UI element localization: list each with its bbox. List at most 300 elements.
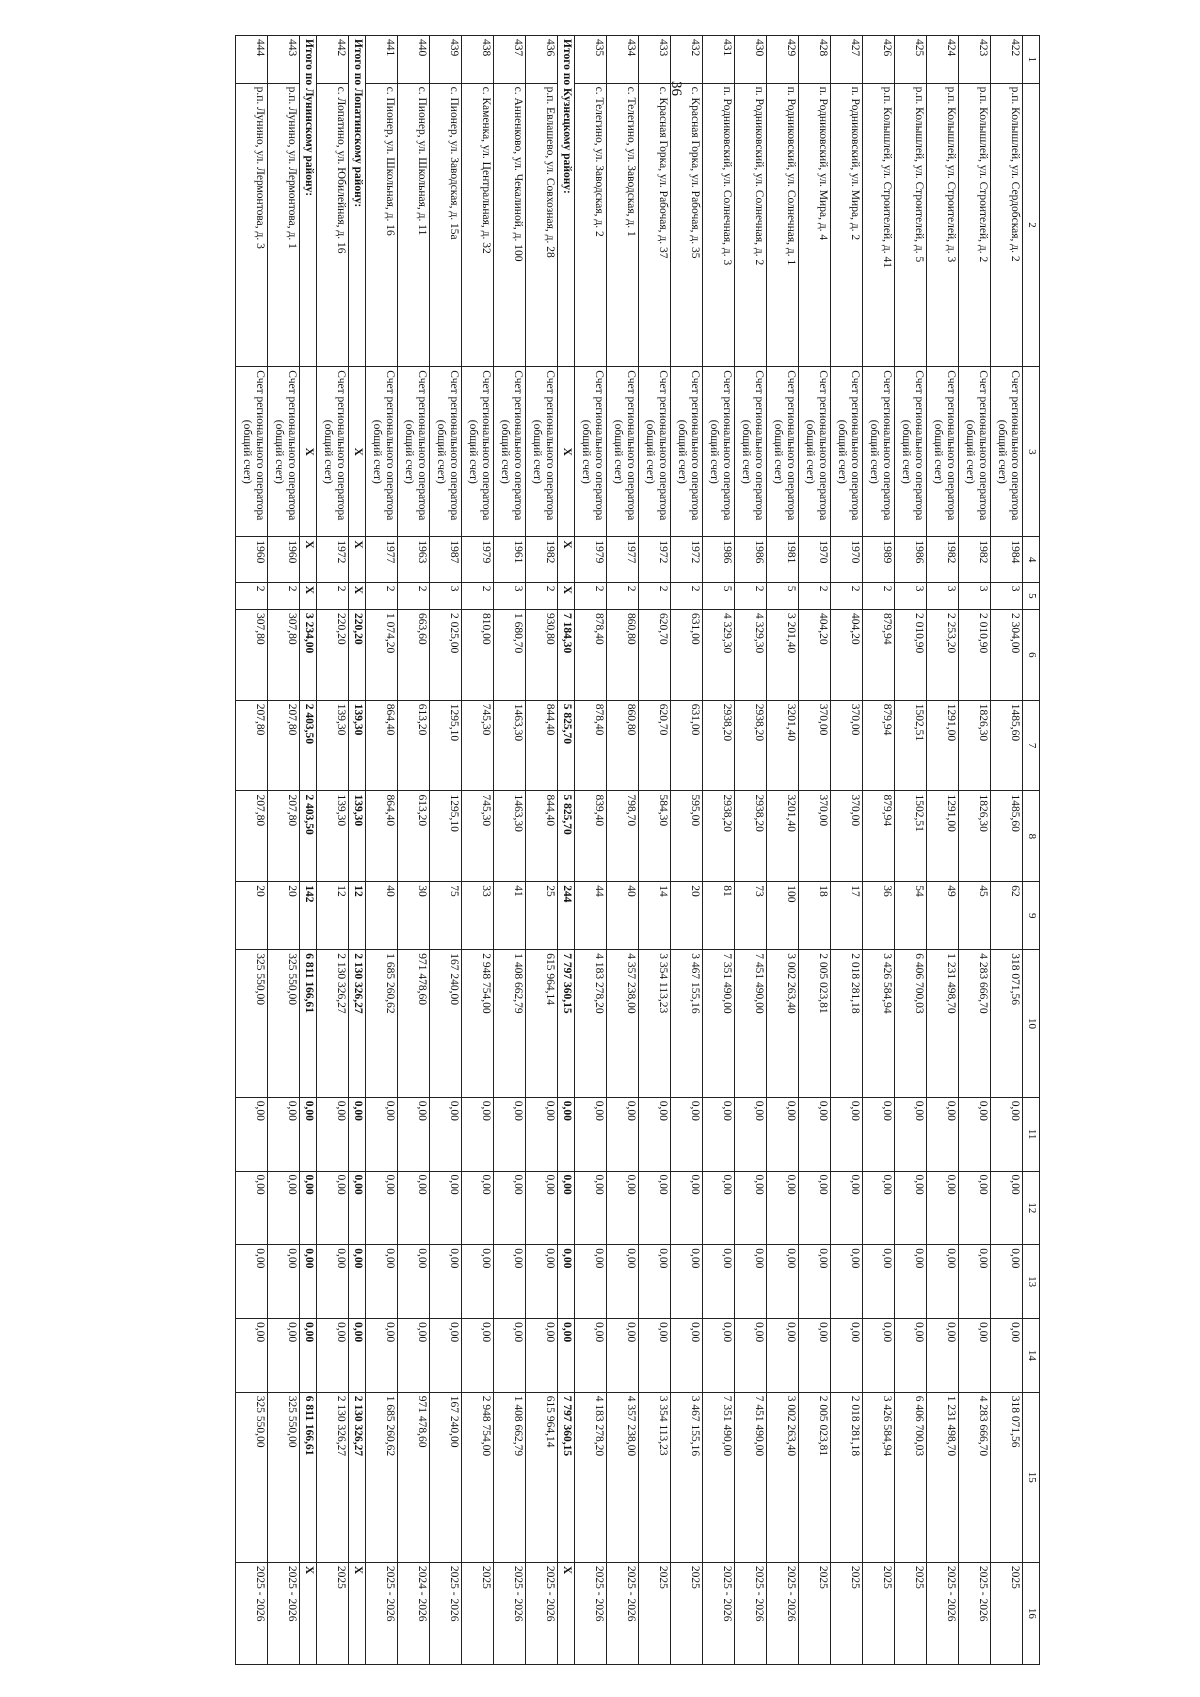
value-cell-c7: 2 403,50 (300, 700, 317, 791)
value-cell-c8: 3201,40 (767, 791, 799, 882)
value-cell-c16: 2025 - 2026 (767, 1562, 799, 1664)
value-cell-c5: 3 (927, 582, 959, 609)
account-type-subline: (общий счет) (740, 419, 753, 484)
value-cell-c11: 0,00 (462, 1097, 494, 1171)
account-type-line: Счет регионального оператора (593, 370, 605, 521)
value-cell-c6: 810,00 (462, 609, 494, 700)
column-header: 10 (1023, 950, 1040, 1097)
account-type-line: Счет регионального оператора (817, 370, 829, 521)
district-total-row (300, 36, 317, 1665)
value-cell-c5: 2 (526, 582, 558, 609)
value-cell-c6: 3 234,00 (300, 609, 317, 700)
value-cell-c16: X (558, 1562, 575, 1664)
value-cell-c14: 0,00 (430, 1318, 462, 1392)
value-cell-c16: 2025 (671, 1562, 703, 1664)
value-cell-c4: 1977 (366, 537, 398, 582)
value-cell-c13: 0,00 (799, 1245, 831, 1319)
value-cell-c7: 370,00 (831, 700, 863, 791)
value-cell-c7: 3201,40 (767, 700, 799, 791)
account-type-subline: (общий счет) (322, 419, 335, 484)
column-header: 16 (1023, 1562, 1040, 1664)
value-cell-c12: 0,00 (863, 1171, 895, 1245)
address-cell: с. Красная Горка, ул. Рабочая, д. 35 (671, 83, 703, 367)
value-cell-c9: 40 (607, 882, 639, 950)
value-cell-c14: 0,00 (927, 1318, 959, 1392)
value-cell-c13: 0,00 (703, 1245, 735, 1319)
account-type-cell (462, 367, 494, 537)
value-cell-c6: 404,20 (799, 609, 831, 700)
value-cell-c9: 73 (735, 882, 767, 950)
value-cell-c13: 0,00 (236, 1245, 268, 1319)
value-cell-c4: X (349, 537, 366, 582)
value-cell-c15: 4 183 278,20 (575, 1392, 607, 1562)
value-cell-c15: 7 351 490,00 (703, 1392, 735, 1562)
account-type-cell (895, 367, 927, 537)
row-number-cell: 440 (398, 36, 430, 84)
value-cell-c7: 613,20 (398, 700, 430, 791)
account-type-line: Счет регионального оператора (625, 370, 637, 521)
value-cell-c16: 2025 - 2026 (927, 1562, 959, 1664)
value-cell-c6: 663,60 (398, 609, 430, 700)
value-cell-c8: 584,30 (639, 791, 671, 882)
value-cell-c15: 325 550,00 (268, 1392, 300, 1562)
value-cell-c9: 12 (349, 882, 366, 950)
value-cell-c11: 0,00 (268, 1097, 300, 1171)
account-type-cell (494, 367, 526, 537)
address-cell: п. Родниковский, ул. Солнечная, д. 2 (735, 83, 767, 367)
column-header: 7 (1023, 700, 1040, 791)
value-cell-c15: 2 005 023,81 (799, 1392, 831, 1562)
value-cell-c16: 2024 - 2026 (398, 1562, 430, 1664)
value-cell-c8: 5 825,70 (558, 791, 575, 882)
value-cell-c14: 0,00 (575, 1318, 607, 1392)
value-cell-c9: 44 (575, 882, 607, 950)
value-cell-c9: 62 (991, 882, 1023, 950)
account-type-cell (366, 367, 398, 537)
address-cell: п. Родниковский, ул. Мира, д. 4 (799, 83, 831, 367)
value-cell-c5: 2 (398, 582, 430, 609)
address-cell: р.п. Колышлей, ул. Строителей, д. 5 (895, 83, 927, 367)
value-cell-c16: 2025 (991, 1562, 1023, 1664)
value-cell-c13: 0,00 (349, 1245, 366, 1319)
address-cell: р.п. Лунино, ул. Лермонтова, д. 1 (268, 83, 300, 367)
value-cell-c4: 1972 (671, 537, 703, 582)
table-row (607, 36, 639, 1665)
column-header: 2 (1023, 83, 1040, 367)
value-cell-c14: 0,00 (526, 1318, 558, 1392)
value-cell-c8: 613,20 (398, 791, 430, 882)
value-cell-c16: X (349, 1562, 366, 1664)
value-cell-c11: 0,00 (991, 1097, 1023, 1171)
value-cell-c11: 0,00 (767, 1097, 799, 1171)
value-cell-c11: 0,00 (607, 1097, 639, 1171)
value-cell-c8: 1485,60 (991, 791, 1023, 882)
value-cell-c11: 0,00 (317, 1097, 349, 1171)
table-row (398, 36, 430, 1665)
address-cell: с. Телегино, ул. Заводская, д. 2 (575, 83, 607, 367)
table-row (236, 36, 268, 1665)
value-cell-c10: 1 408 662,79 (494, 950, 526, 1097)
header-row (1023, 36, 1040, 1665)
value-cell-c16: 2025 - 2026 (526, 1562, 558, 1664)
value-cell-c6: 1 680,70 (494, 609, 526, 700)
value-cell-c8: 139,30 (349, 791, 366, 882)
account-type-line: Счет регионального оператора (657, 370, 669, 521)
value-cell-c7: 5 825,70 (558, 700, 575, 791)
total-label-cell: Итого по Лунинскому району: (300, 36, 317, 367)
account-type-line: Счет регионального оператора (286, 370, 298, 521)
column-header: 9 (1023, 882, 1040, 950)
value-cell-c7: 745,30 (462, 700, 494, 791)
value-cell-c9: 36 (863, 882, 895, 950)
value-cell-c13: 0,00 (268, 1245, 300, 1319)
account-type-subline: (общий счет) (868, 419, 881, 484)
value-cell-c13: 0,00 (607, 1245, 639, 1319)
value-cell-c7: 1502,51 (895, 700, 927, 791)
table-row (895, 36, 927, 1665)
value-cell-c15: 615 964,14 (526, 1392, 558, 1562)
value-cell-c14: 0,00 (895, 1318, 927, 1392)
value-cell-c14: 0,00 (863, 1318, 895, 1392)
value-cell-c12: 0,00 (767, 1171, 799, 1245)
account-type-line: Счет регионального оператора (945, 370, 957, 521)
value-cell-c7: 139,30 (349, 700, 366, 791)
value-cell-c9: 40 (366, 882, 398, 950)
value-cell-c13: 0,00 (494, 1245, 526, 1319)
value-cell-c14: 0,00 (366, 1318, 398, 1392)
value-cell-c11: 0,00 (895, 1097, 927, 1171)
account-type-cell: X (300, 367, 317, 537)
value-cell-c15: 3 354 113,23 (639, 1392, 671, 1562)
table-row (735, 36, 767, 1665)
value-cell-c11: 0,00 (575, 1097, 607, 1171)
column-header: 11 (1023, 1097, 1040, 1171)
column-header: 14 (1023, 1318, 1040, 1392)
page-number: 36 (668, 81, 684, 96)
value-cell-c4: 1979 (462, 537, 494, 582)
value-cell-c13: 0,00 (398, 1245, 430, 1319)
account-type-line: Счет регионального оператора (480, 370, 492, 521)
table-row (526, 36, 558, 1665)
value-cell-c16: 2025 (831, 1562, 863, 1664)
address-cell: с. Пионер, ул. Школьная, д. 11 (398, 83, 430, 367)
value-cell-c7: 864,40 (366, 700, 398, 791)
account-type-cell (317, 367, 349, 537)
account-type-cell (735, 367, 767, 537)
account-type-cell (268, 367, 300, 537)
account-type-subline: (общий счет) (676, 419, 689, 484)
value-cell-c4: 1972 (317, 537, 349, 582)
value-cell-c6: 2 025,00 (430, 609, 462, 700)
value-cell-c15: 4 283 666,70 (959, 1392, 991, 1562)
table-row (366, 36, 398, 1665)
value-cell-c4: 1981 (767, 537, 799, 582)
value-cell-c6: 2 010,90 (959, 609, 991, 700)
value-cell-c5: X (300, 582, 317, 609)
table-rotated (180, 35, 1040, 1665)
value-cell-c7: 844,40 (526, 700, 558, 791)
value-cell-c7: 207,80 (236, 700, 268, 791)
address-cell: р.п. Колышлей, ул. Строителей, д. 2 (959, 83, 991, 367)
value-cell-c6: 4 329,30 (735, 609, 767, 700)
account-type-line: Счет регионального оператора (753, 370, 765, 521)
value-cell-c16: 2025 (863, 1562, 895, 1664)
value-cell-c6: 307,80 (236, 609, 268, 700)
value-cell-c5: 2 (268, 582, 300, 609)
account-type-line: Счет регионального оператора (416, 370, 428, 521)
value-cell-c14: 0,00 (300, 1318, 317, 1392)
table-row (799, 36, 831, 1665)
value-cell-c15: 2 130 326,27 (349, 1392, 366, 1562)
value-cell-c6: 878,40 (575, 609, 607, 700)
value-cell-c11: 0,00 (398, 1097, 430, 1171)
value-cell-c7: 1485,60 (991, 700, 1023, 791)
value-cell-c9: 81 (703, 882, 735, 950)
value-cell-c9: 20 (236, 882, 268, 950)
row-number-cell: 443 (268, 36, 300, 84)
value-cell-c7: 1463,30 (494, 700, 526, 791)
address-cell: р.п. Евлашево, ул. Совхозная, д. 28 (526, 83, 558, 367)
value-cell-c9: 100 (767, 882, 799, 950)
account-type-cell (671, 367, 703, 537)
value-cell-c11: 0,00 (526, 1097, 558, 1171)
value-cell-c11: 0,00 (863, 1097, 895, 1171)
column-header: 12 (1023, 1171, 1040, 1245)
value-cell-c8: 745,30 (462, 791, 494, 882)
account-type-cell (526, 367, 558, 537)
value-cell-c12: 0,00 (398, 1171, 430, 1245)
account-type-subline: (общий счет) (644, 419, 657, 484)
column-header: 4 (1023, 537, 1040, 582)
row-number-cell: 430 (735, 36, 767, 84)
row-number-cell: 422 (991, 36, 1023, 84)
district-total-row (349, 36, 366, 1665)
table-row (991, 36, 1023, 1665)
table-row (317, 36, 349, 1665)
value-cell-c14: 0,00 (703, 1318, 735, 1392)
account-type-cell (398, 367, 430, 537)
column-header: 1 (1023, 36, 1040, 84)
value-cell-c12: 0,00 (349, 1171, 366, 1245)
value-cell-c10: 7 451 490,00 (735, 950, 767, 1097)
account-type-cell (703, 367, 735, 537)
value-cell-c14: 0,00 (607, 1318, 639, 1392)
value-cell-c10: 3 354 113,23 (639, 950, 671, 1097)
value-cell-c5: X (349, 582, 366, 609)
value-cell-c4: 1970 (831, 537, 863, 582)
account-type-subline: (общий счет) (435, 419, 448, 484)
value-cell-c11: 0,00 (927, 1097, 959, 1171)
row-number-cell: 428 (799, 36, 831, 84)
value-cell-c12: 0,00 (300, 1171, 317, 1245)
account-type-subline: (общий счет) (708, 419, 721, 484)
value-cell-c7: 878,40 (575, 700, 607, 791)
value-cell-c9: 54 (895, 882, 927, 950)
value-cell-c9: 45 (959, 882, 991, 950)
value-cell-c10: 4 357 238,00 (607, 950, 639, 1097)
value-cell-c12: 0,00 (703, 1171, 735, 1245)
account-type-line: Счет регионального оператора (689, 370, 701, 521)
value-cell-c16: 2025 - 2026 (430, 1562, 462, 1664)
table-row (494, 36, 526, 1665)
address-cell: п. Родниковский, ул. Солнечная, д. 3 (703, 83, 735, 367)
value-cell-c10: 3 426 584,94 (863, 950, 895, 1097)
value-cell-c14: 0,00 (558, 1318, 575, 1392)
table-row (639, 36, 671, 1665)
value-cell-c8: 1502,51 (895, 791, 927, 882)
value-cell-c11: 0,00 (735, 1097, 767, 1171)
account-type-cell: X (558, 367, 575, 537)
value-cell-c4: 1960 (236, 537, 268, 582)
value-cell-c11: 0,00 (799, 1097, 831, 1171)
account-type-subline: (общий счет) (580, 419, 593, 484)
value-cell-c6: 220,20 (349, 609, 366, 700)
value-cell-c4: 1982 (927, 537, 959, 582)
address-cell: с. Пионер, ул. Заводская, д. 15а (430, 83, 462, 367)
value-cell-c13: 0,00 (959, 1245, 991, 1319)
value-cell-c4: X (300, 537, 317, 582)
value-cell-c12: 0,00 (236, 1171, 268, 1245)
value-cell-c9: 20 (671, 882, 703, 950)
value-cell-c11: 0,00 (494, 1097, 526, 1171)
value-cell-c11: 0,00 (959, 1097, 991, 1171)
value-cell-c9: 244 (558, 882, 575, 950)
account-type-cell (959, 367, 991, 537)
value-cell-c16: 2025 - 2026 (236, 1562, 268, 1664)
value-cell-c9: 142 (300, 882, 317, 950)
value-cell-c6: 404,20 (831, 609, 863, 700)
value-cell-c12: 0,00 (607, 1171, 639, 1245)
value-cell-c5: 2 (671, 582, 703, 609)
account-type-cell: X (349, 367, 366, 537)
account-type-line: Счет регионального оператора (335, 370, 347, 521)
value-cell-c5: 2 (607, 582, 639, 609)
account-type-line: Счет регионального оператора (254, 370, 266, 521)
account-type-cell (607, 367, 639, 537)
value-cell-c15: 318 071,56 (991, 1392, 1023, 1562)
value-cell-c11: 0,00 (349, 1097, 366, 1171)
value-cell-c4: X (558, 537, 575, 582)
value-cell-c15: 6 406 700,03 (895, 1392, 927, 1562)
value-cell-c8: 370,00 (831, 791, 863, 882)
account-type-subline: (общий счет) (531, 419, 544, 484)
address-cell: р.п. Колышлей, ул. Строителей, д. 3 (927, 83, 959, 367)
value-cell-c13: 0,00 (366, 1245, 398, 1319)
value-cell-c4: 1986 (895, 537, 927, 582)
value-cell-c4: 1977 (607, 537, 639, 582)
value-cell-c15: 2 018 281,18 (831, 1392, 863, 1562)
value-cell-c8: 1463,30 (494, 791, 526, 882)
table-row (927, 36, 959, 1665)
value-cell-c16: 2025 - 2026 (575, 1562, 607, 1664)
value-cell-c15: 971 478,60 (398, 1392, 430, 1562)
value-cell-c15: 1 231 498,70 (927, 1392, 959, 1562)
column-header: 8 (1023, 791, 1040, 882)
value-cell-c4: 1972 (639, 537, 671, 582)
value-cell-c14: 0,00 (959, 1318, 991, 1392)
value-cell-c10: 2 130 326,27 (349, 950, 366, 1097)
value-cell-c4: 1982 (526, 537, 558, 582)
row-number-cell: 429 (767, 36, 799, 84)
value-cell-c8: 879,94 (863, 791, 895, 882)
value-cell-c6: 879,94 (863, 609, 895, 700)
value-cell-c10: 6 406 700,03 (895, 950, 927, 1097)
value-cell-c13: 0,00 (575, 1245, 607, 1319)
value-cell-c11: 0,00 (366, 1097, 398, 1171)
value-cell-c8: 1826,30 (959, 791, 991, 882)
row-number-cell: 424 (927, 36, 959, 84)
value-cell-c15: 1 685 260,62 (366, 1392, 398, 1562)
value-cell-c15: 3 002 263,40 (767, 1392, 799, 1562)
value-cell-c5: 2 (639, 582, 671, 609)
account-type-line: Счет регионального оператора (721, 370, 733, 521)
value-cell-c10: 2 005 023,81 (799, 950, 831, 1097)
address-cell: с. Красная Горка, ул. Рабочая, д. 37 (639, 83, 671, 367)
account-type-cell (799, 367, 831, 537)
address-cell: с. Пионер, ул. Школьная, д. 16 (366, 83, 398, 367)
account-type-line: Счет регионального оператора (384, 370, 396, 521)
value-cell-c10: 3 467 155,16 (671, 950, 703, 1097)
value-cell-c15: 6 811 166,61 (300, 1392, 317, 1562)
value-cell-c8: 207,80 (236, 791, 268, 882)
address-cell: с. Телегино, ул. Заводская, д. 1 (607, 83, 639, 367)
value-cell-c8: 2938,20 (735, 791, 767, 882)
value-cell-c7: 139,30 (317, 700, 349, 791)
value-cell-c14: 0,00 (767, 1318, 799, 1392)
row-number-cell: 436 (526, 36, 558, 84)
value-cell-c8: 2 403,50 (300, 791, 317, 882)
value-cell-c4: 1989 (863, 537, 895, 582)
value-cell-c14: 0,00 (236, 1318, 268, 1392)
value-cell-c12: 0,00 (799, 1171, 831, 1245)
address-cell: с. Анненково, ул. Чекалиной, д. 100 (494, 83, 526, 367)
value-cell-c6: 620,70 (639, 609, 671, 700)
value-cell-c14: 0,00 (991, 1318, 1023, 1392)
account-type-line: Счет регионального оператора (448, 370, 460, 521)
value-cell-c5: 2 (462, 582, 494, 609)
table-row (462, 36, 494, 1665)
value-cell-c12: 0,00 (959, 1171, 991, 1245)
capital-repair-table (235, 35, 1040, 1665)
value-cell-c9: 18 (799, 882, 831, 950)
value-cell-c16: X (300, 1562, 317, 1664)
value-cell-c7: 620,70 (639, 700, 671, 791)
value-cell-c14: 0,00 (831, 1318, 863, 1392)
value-cell-c14: 0,00 (268, 1318, 300, 1392)
value-cell-c12: 0,00 (575, 1171, 607, 1245)
district-total-row (558, 36, 575, 1665)
address-cell: с. Лопатино, ул. Юбилейная, д. 16 (317, 83, 349, 367)
row-number-cell: 423 (959, 36, 991, 84)
value-cell-c13: 0,00 (671, 1245, 703, 1319)
row-number-cell: 434 (607, 36, 639, 84)
value-cell-c12: 0,00 (895, 1171, 927, 1245)
value-cell-c6: 220,20 (317, 609, 349, 700)
value-cell-c12: 0,00 (526, 1171, 558, 1245)
value-cell-c13: 0,00 (639, 1245, 671, 1319)
value-cell-c9: 12 (317, 882, 349, 950)
value-cell-c10: 325 550,00 (236, 950, 268, 1097)
value-cell-c7: 207,80 (268, 700, 300, 791)
row-number-cell: 425 (895, 36, 927, 84)
account-type-subline: (общий счет) (772, 419, 785, 484)
value-cell-c15: 7 451 490,00 (735, 1392, 767, 1562)
value-cell-c15: 3 426 584,94 (863, 1392, 895, 1562)
value-cell-c14: 0,00 (735, 1318, 767, 1392)
table-row (575, 36, 607, 1665)
value-cell-c11: 0,00 (236, 1097, 268, 1171)
value-cell-c10: 615 964,14 (526, 950, 558, 1097)
